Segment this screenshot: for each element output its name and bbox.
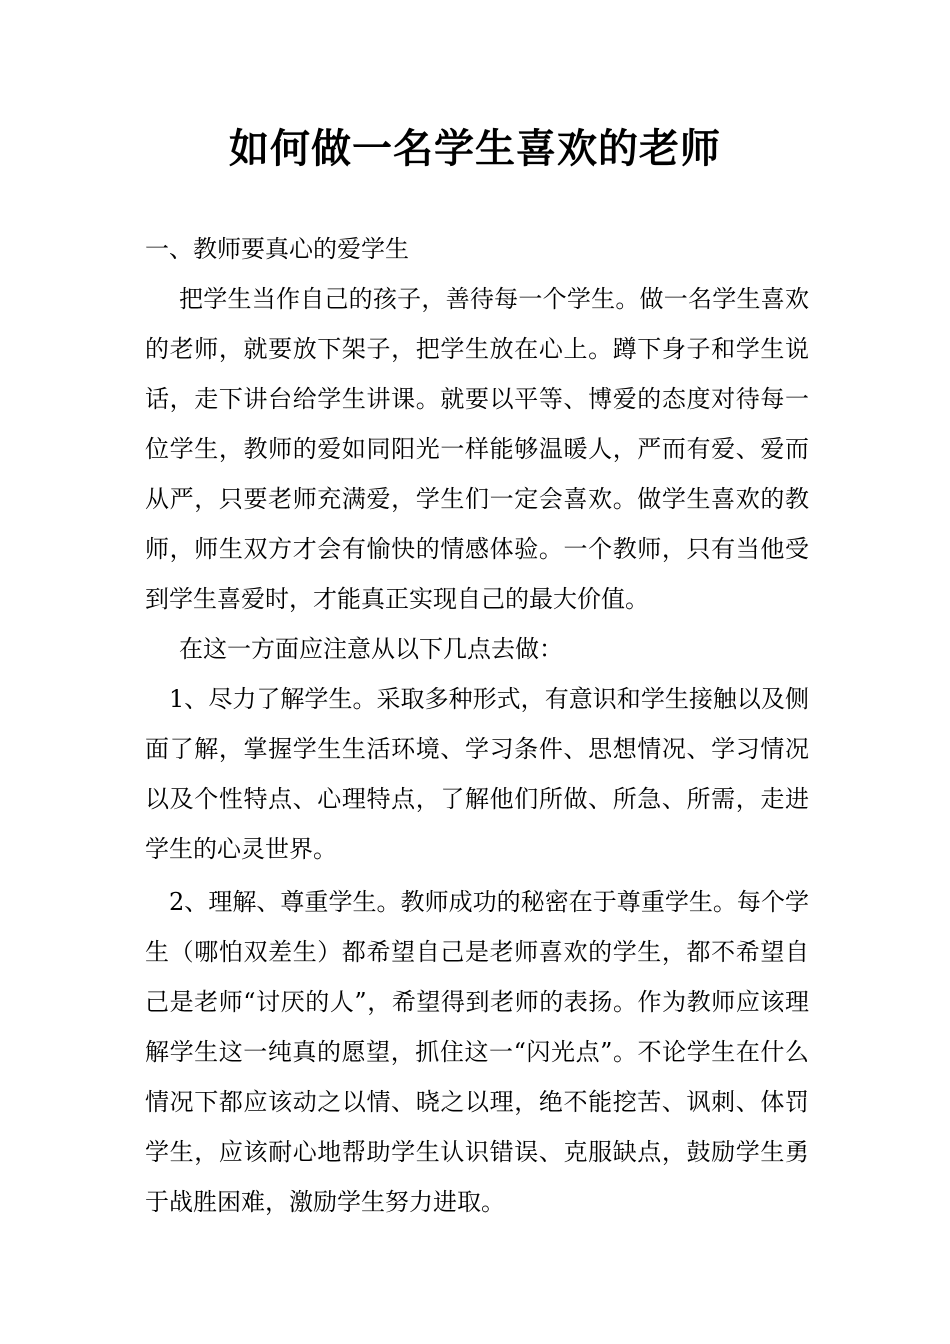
paragraph-intro: 把学生当作自己的孩子，善待每一个学生。做一名学生喜欢的老师，就要放下架子，把学生放在心上。蹲下身子和学生说话，走下讲台给学生讲课。就要以平等、博爱的态度对待每一位学生，教师的爱如同阳光一样能够温暖人，严而有爱、爱而从严，只要老师充满爱，学生们一定会喜欢。做学生喜欢的教师，师生双方才会有愉快的情感体验。一个教师，只有当他受到学生喜爱时，才能真正实现自己的最大价值。 <box>145 285 809 613</box>
document-body <box>145 224 809 1227</box>
document-title: 如何做一名学生喜欢的老师 <box>229 125 721 172</box>
section-heading: 一、教师要真心的爱学生 <box>145 235 409 263</box>
paragraph-lead-in: 在这一方面应注意从以下几点去做： <box>179 635 563 663</box>
list-item-understand-students: 1、尽力了解学生。采取多种形式，有意识和学生接触以及侧面了解，掌握学生生活环境、学习条件、思想情况、学习情况以及个性特点、心理特点，了解他们所做、所急、所需，走进学生的心灵世界。 <box>145 685 809 863</box>
list-item-respect-students: 2、理解、尊重学生。教师成功的秘密在于尊重学生。每个学生（哪怕双差生）都希望自己是老师喜欢的学生，都不希望自己是老师“讨厌的人”，希望得到老师的表扬。作为教师应该理解学生这一纯真的愿望，抓住这一“闪光点”。不论学生在什么情况下都应该动之以情、晓之以理，绝不能挖苦、讽刺、体罚学生，应该耐心地帮助学生认识错误、克服缺点，鼓励学生勇于战胜困难，激励学生努力进取。 <box>145 888 809 1216</box>
